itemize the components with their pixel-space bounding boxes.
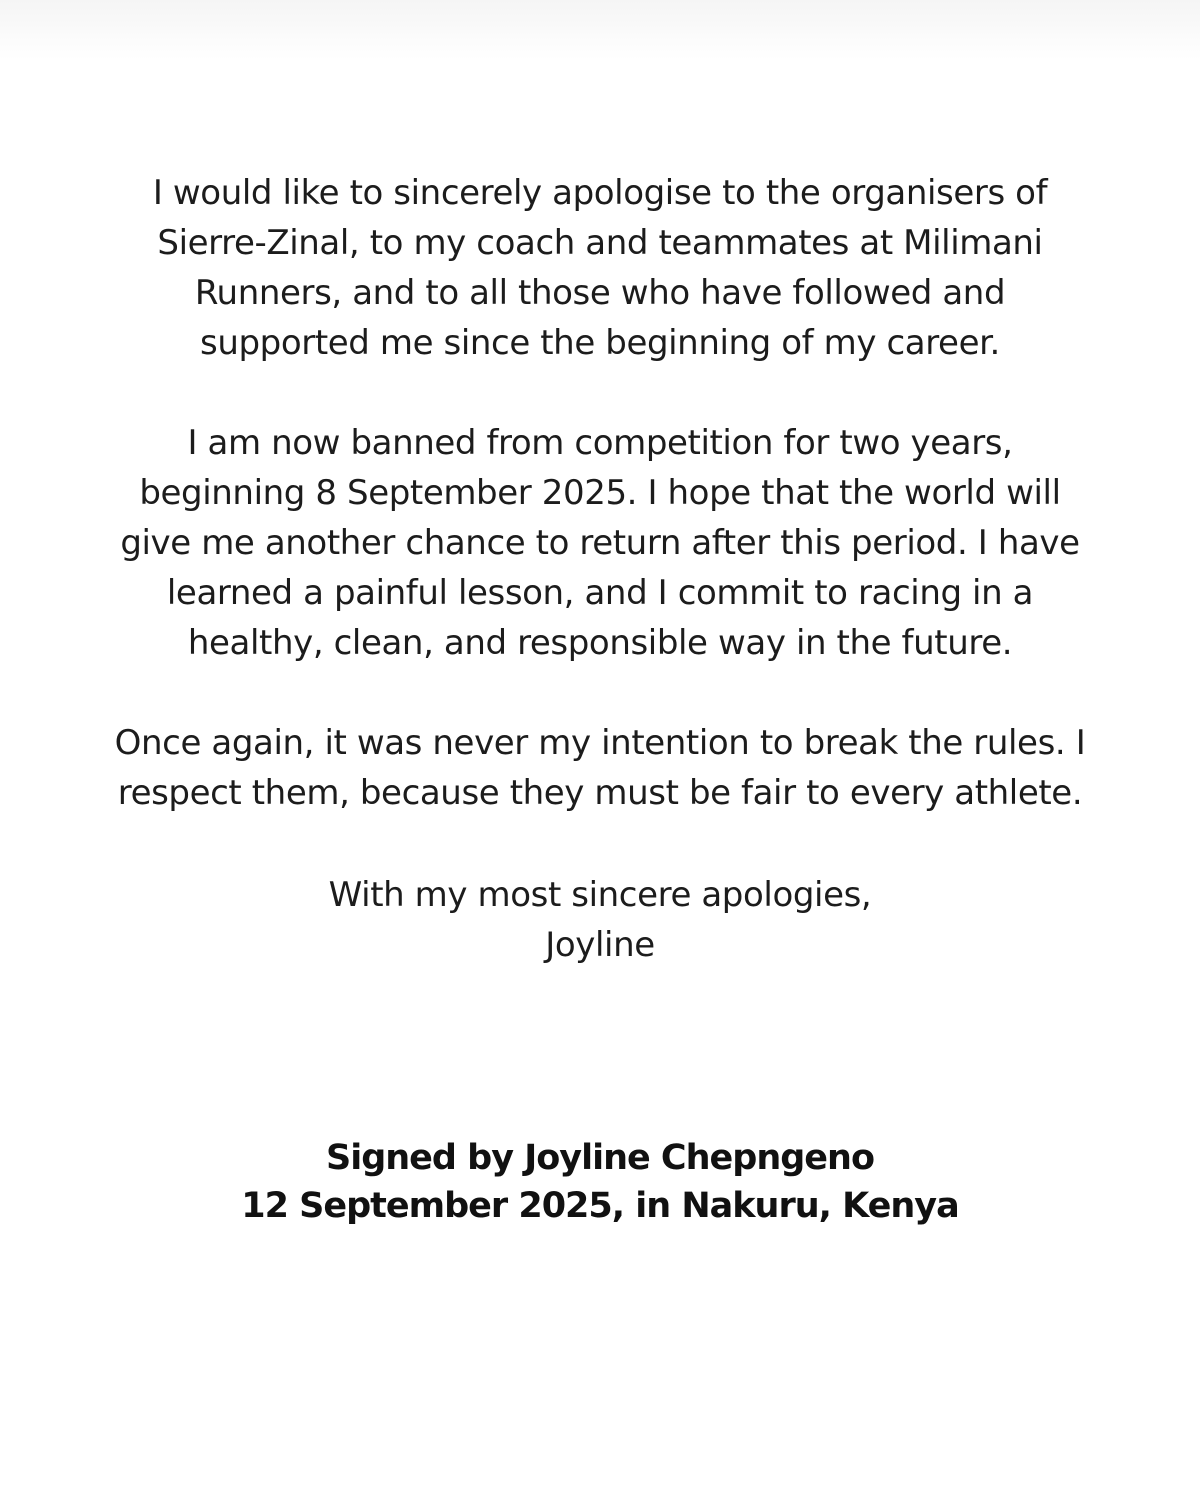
paragraph-apology [60,168,1140,368]
paragraph-line: Runners, and to all those who have followed and [194,273,1006,313]
paragraph-line: healthy, clean, and responsible way in the future. [187,623,1013,663]
signature-block [60,1134,1140,1230]
signed-by: Signed by Joyline Chepngeno [326,1138,874,1178]
paragraph-line: I am now banned from competition for two years, [187,423,1013,463]
paragraph-line: Sierre-Zinal, to my coach and teammates at Milimani [157,223,1043,263]
paragraph-line: beginning 8 September 2025. I hope that the world will [139,473,1061,513]
paragraph-line: I would like to sincerely apologise to the organisers of [152,173,1048,213]
paragraph-ban [60,418,1140,668]
statement-body [60,168,1140,970]
closing-line: With my most sincere apologies, [328,875,872,915]
paragraph-line: learned a painful lesson, and I commit to racing in a [166,573,1034,613]
paragraph-line: give me another chance to return after this period. I have [120,523,1080,563]
signature-date-place: 12 September 2025, in Nakuru, Kenya [241,1186,959,1226]
paragraph-line: Once again, it was never my intention to break the rules. I [114,723,1086,763]
closing-block [60,870,1140,970]
paragraph-line: supported me since the beginning of my career. [200,323,1000,363]
closing-name: Joyline [545,925,655,965]
paragraph-line: respect them, because they must be fair to every athlete. [117,773,1083,813]
paragraph-rules [60,718,1140,818]
